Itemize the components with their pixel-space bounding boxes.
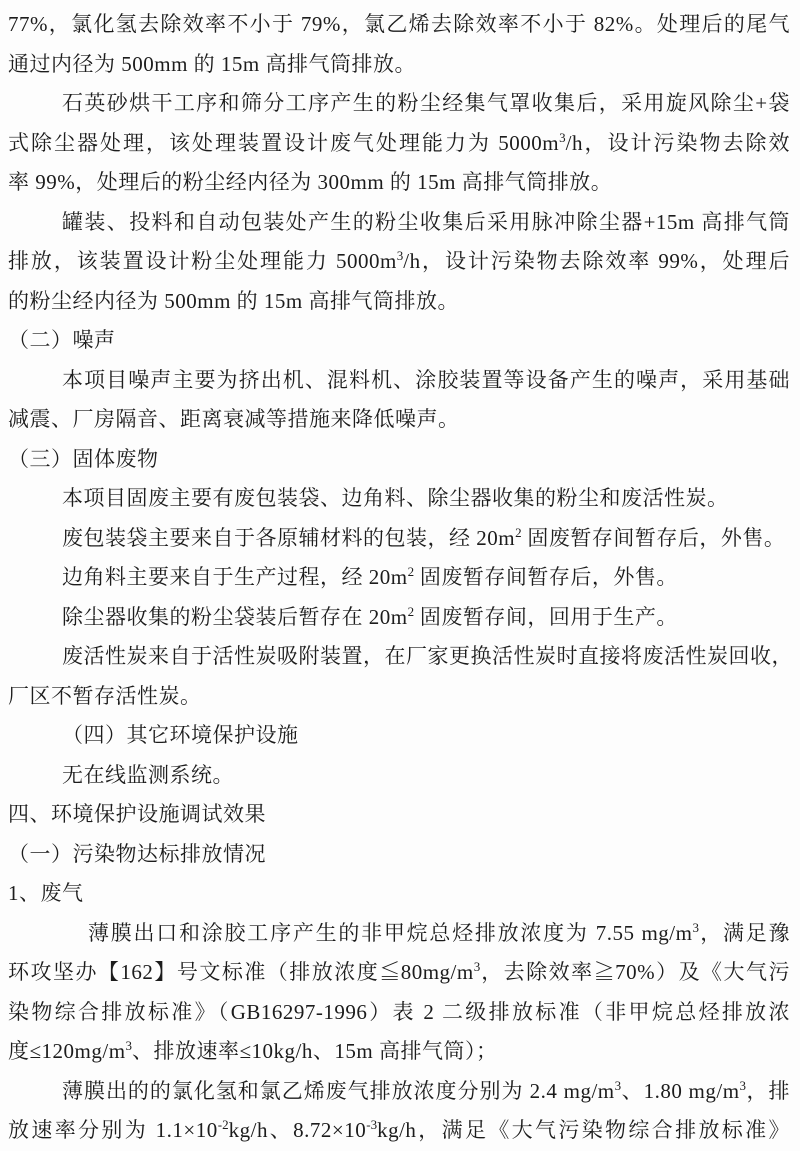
text-run: 除尘器收集的粉尘袋装后暂存在 20m xyxy=(62,604,408,629)
superscript-text: 3 xyxy=(559,129,566,145)
text-line xyxy=(8,598,790,638)
text-run: kg/h，满足《大气污染物综合排放标准》 xyxy=(377,1118,790,1142)
text-run: （二）噪声 xyxy=(8,328,116,352)
superscript-text: -3 xyxy=(366,1117,378,1132)
text-run: 厂区不暂存活性炭。 xyxy=(8,683,202,708)
text-line xyxy=(8,124,790,164)
text-run: 1、废气 xyxy=(8,881,84,905)
text-run: 式除尘器处理，该处理装置设计废气处理能力为 5000m xyxy=(8,130,560,155)
text-run: 减震、厂房隔音、距离衰减等措施来降低噪声。 xyxy=(8,407,460,431)
text-line xyxy=(8,756,790,796)
text-run: /h，设计污染物去除效 xyxy=(565,130,790,155)
superscript-text: 3 xyxy=(473,959,481,974)
text-run: ，满足豫 xyxy=(698,920,790,945)
text-run: 边角料主要来自于生产过程，经 20m xyxy=(62,565,408,589)
text-line xyxy=(8,914,790,954)
document-body xyxy=(8,5,793,1151)
text-run: 四、环境保护设施调试效果 xyxy=(8,802,266,826)
text-run: 无在线监测系统。 xyxy=(62,762,234,787)
superscript-text: 3 xyxy=(614,1077,622,1093)
text-line xyxy=(8,242,790,282)
text-line xyxy=(8,874,790,914)
text-run: 染物综合排放标准》（GB16297-1996）表 2 二级排放标准（非甲烷总烃排放浓 xyxy=(8,999,790,1024)
text-run: 本项目噪声主要为挤出机、混料机、涂胶装置等设备产生的噪声，采用基础 xyxy=(62,367,790,392)
text-run: 罐装、投料和自动包装处产生的粉尘收集后采用脉冲除尘器+15m 高排气筒 xyxy=(62,209,790,234)
text-run: 、1.80 mg/m xyxy=(621,1078,740,1103)
text-line xyxy=(8,993,790,1033)
text-line xyxy=(8,1111,790,1151)
text-run: 固废暂存间暂存后，外售。 xyxy=(521,525,786,550)
text-run: 77%，氯化氢去除效率不小于 79%，氯乙烯去除效率不小于 82%。处理后的尾气 xyxy=(8,12,790,36)
text-line xyxy=(8,5,790,45)
superscript-text: 3 xyxy=(739,1077,747,1093)
text-run: 排放，该装置设计粉尘处理能力 5000m xyxy=(8,249,397,273)
text-line xyxy=(8,400,790,440)
text-run: 、排放速率≤10kg/h、15m 高排气筒）； xyxy=(132,1039,498,1063)
text-run: 环攻坚办【162】号文标准（排放浓度≦80mg/m xyxy=(8,960,474,984)
superscript-text: 3 xyxy=(125,1038,133,1053)
text-run: 薄膜出的的氯化氢和氯乙烯废气排放浓度分别为 2.4 mg/m xyxy=(62,1078,615,1103)
text-line xyxy=(8,203,790,243)
text-run: 的粉尘经内径为 500mm 的 15m 高排气筒排放。 xyxy=(8,288,460,313)
text-line xyxy=(8,361,790,401)
text-line xyxy=(8,282,790,322)
text-run: 本项目固废主要有废包装袋、边角料、除尘器收集的粉尘和废活性炭。 xyxy=(62,486,729,510)
text-line xyxy=(8,716,790,756)
text-run: /h，设计污染物去除效率 99%，处理后 xyxy=(403,249,790,273)
text-run: 固废暂存间暂存后，外售。 xyxy=(414,565,678,589)
text-run: ，排 xyxy=(746,1078,790,1103)
text-run: （三）固体废物 xyxy=(8,446,159,471)
text-run: 率 99%，处理后的粉尘经内径为 300mm 的 15m 高排气筒排放。 xyxy=(8,170,613,194)
superscript-text: 2 xyxy=(407,564,415,579)
text-line xyxy=(8,479,790,519)
text-run: 废活性炭来自于活性炭吸附装置，在厂家更换活性炭时直接将废活性炭回收， xyxy=(62,644,793,668)
superscript-text: 2 xyxy=(515,524,522,540)
text-run: （一）污染物达标排放情况 xyxy=(8,841,266,866)
text-line xyxy=(8,953,790,993)
text-run: ，去除效率≧70%）及《大气污 xyxy=(480,960,790,984)
text-line xyxy=(8,163,790,203)
text-line xyxy=(8,1072,790,1112)
superscript-text: 3 xyxy=(692,919,699,935)
text-line xyxy=(8,1032,790,1072)
text-run: 固废暂存间，回用于生产。 xyxy=(414,604,678,629)
text-run: 通过内径为 500mm 的 15m 高排气筒排放。 xyxy=(8,51,417,76)
text-run: 废包装袋主要来自于各原辅材料的包装，经 20m xyxy=(62,525,516,550)
text-line xyxy=(8,835,790,875)
text-line xyxy=(8,84,790,124)
text-line xyxy=(8,558,790,598)
superscript-text: 2 xyxy=(407,603,415,619)
text-line xyxy=(8,45,790,85)
text-line xyxy=(8,519,790,559)
text-line xyxy=(8,677,790,717)
text-line xyxy=(8,637,793,677)
text-run: 薄膜出口和涂胶工序产生的非甲烷总烃排放浓度为 7.55 mg/m xyxy=(88,920,693,945)
text-line xyxy=(8,321,790,361)
text-run: （四）其它环境保护设施 xyxy=(62,723,299,747)
text-run: 放速率分别为 1.1×10 xyxy=(8,1118,218,1142)
text-run: 度≤120mg/m xyxy=(8,1039,126,1063)
text-run: kg/h、8.72×10 xyxy=(228,1118,367,1142)
superscript-text: -2 xyxy=(217,1117,229,1132)
text-run: 石英砂烘干工序和筛分工序产生的粉尘经集气罩收集后，采用旋风除尘+袋 xyxy=(62,91,790,115)
text-line xyxy=(8,795,790,835)
superscript-text: 3 xyxy=(396,248,404,263)
text-line xyxy=(8,440,790,480)
